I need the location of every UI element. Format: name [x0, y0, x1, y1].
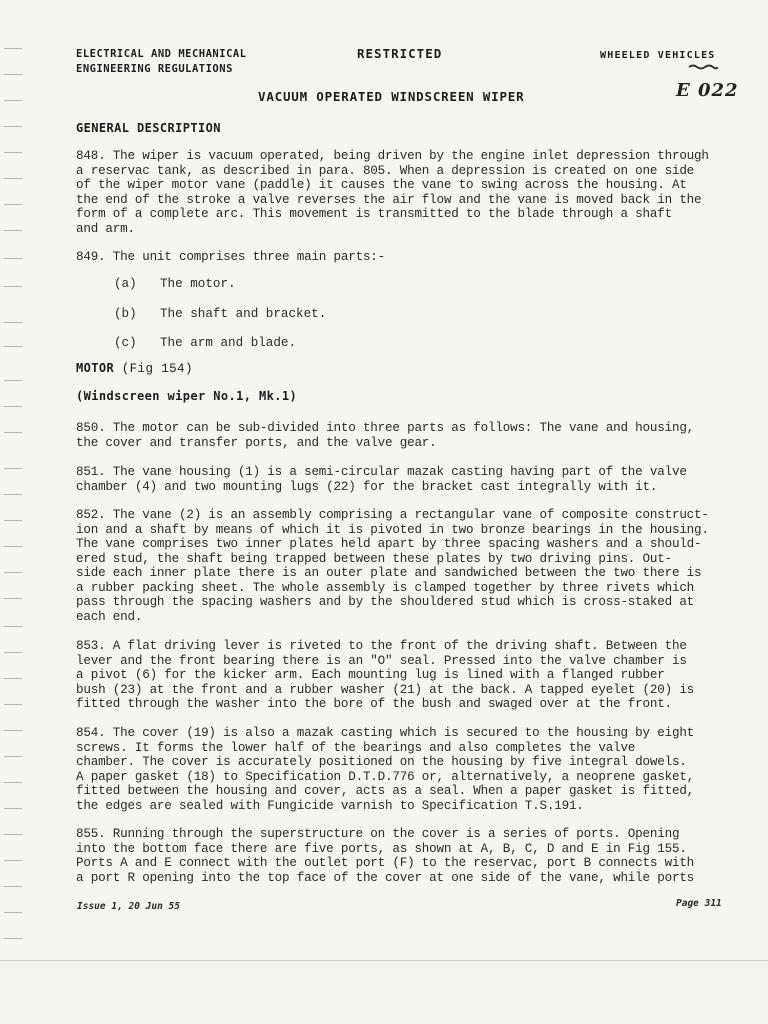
text-line: form of a complete arc. This movement is transmitted to the blade through a shaft — [76, 207, 672, 221]
paragraph-851 — [76, 465, 732, 494]
list-label: (a) — [114, 277, 137, 291]
paragraph-853 — [76, 639, 732, 712]
margin-mark — [4, 468, 22, 469]
text-line: ion and a shaft by means of which it is pivoted in two bronze bearings in the housing. — [76, 522, 709, 537]
text-line: of the wiper motor vane (paddle) it causes the vane to swing across the housing. At — [76, 178, 687, 192]
text-line: the cover and transfer ports, and the valve gear. — [76, 435, 437, 450]
margin-mark — [4, 808, 22, 809]
margin-mark — [4, 598, 22, 599]
text-line: side each inner plate there is an outer plate and sandwiched between the two there is — [76, 566, 702, 580]
issue-date: Issue 1, 20 Jun 55 — [77, 901, 180, 912]
margin-mark — [4, 380, 22, 381]
text-line: into the bottom face there are five ports, as shown at A, B, C, D and E in Fig 155. — [76, 841, 687, 856]
motor-figure-ref: (Fig 154) — [121, 362, 193, 376]
margin-mark — [4, 572, 22, 573]
text-line: 851. The vane housing (1) is a semi-circular mazak casting having part of the valve — [76, 465, 687, 479]
category-label: WHEELED VEHICLES — [600, 50, 716, 61]
margin-mark — [4, 782, 22, 783]
margin-mark — [4, 678, 22, 679]
paragraph-850 — [76, 421, 732, 450]
text-line: 849. The unit comprises three main parts:- — [76, 250, 386, 264]
margin-mark — [4, 912, 22, 913]
text-line: the end of the stroke a valve reverses the air flow and the vane is moved back in the — [76, 192, 702, 207]
margin-mark — [4, 938, 22, 939]
strikethrough-scribble — [688, 64, 718, 70]
margin-mark — [4, 494, 22, 495]
paragraph-855 — [76, 827, 732, 885]
margin-mark — [4, 204, 22, 205]
text-line: the edges are sealed with Fungicide varnish to Specification T.S.191. — [76, 798, 584, 813]
text-line: a rubber packing sheet. The whole assembly is clamped together by three rivets which — [76, 580, 695, 595]
margin-mark — [4, 258, 22, 259]
text-line: 852. The vane (2) is an assembly comprising a rectangular vane of composite construct- — [76, 508, 709, 522]
text-line: and arm. — [76, 221, 135, 236]
margin-mark — [4, 152, 22, 153]
margin-mark — [4, 834, 22, 835]
text-line: lever and the front bearing there is an "O" seal. Pressed into the valve chamber is — [76, 653, 687, 668]
paragraph-848 — [76, 149, 732, 236]
text-line: 853. A flat driving lever is riveted to the front of the driving shaft. Between the — [76, 639, 687, 653]
page-number: Page 311 — [676, 898, 722, 909]
margin-mark — [4, 100, 22, 101]
wiper-model-heading: (Windscreen wiper No.1, Mk.1) — [76, 389, 298, 403]
text-line: screws. It forms the lower half of the bearings and also completes the valve — [76, 740, 636, 755]
department-line-1: ELECTRICAL AND MECHANICAL — [76, 48, 247, 60]
margin-mark — [4, 520, 22, 521]
paragraph-854 — [76, 726, 732, 813]
text-line: bush (23) at the front and a rubber washer (21) at the back. A tapped eyelet (20) is — [76, 682, 695, 697]
text-line: 855. Running through the superstructure on the cover is a series of ports. Opening — [76, 827, 680, 841]
text-line: The vane comprises two inner plates held apart by three spacing washers and a should- — [76, 537, 702, 551]
margin-mark — [4, 432, 22, 433]
margin-mark — [4, 322, 22, 323]
paragraph-849 — [76, 250, 732, 265]
list-text: The shaft and bracket. — [160, 307, 327, 321]
margin-mark — [4, 74, 22, 75]
text-line: Ports A and E connect with the outlet port (F) to the reservac, port B connects with — [76, 856, 695, 870]
department-line-2: ENGINEERING REGULATIONS — [76, 63, 233, 75]
text-line: a pivot (6) for the kicker arm. Each mounting lug is lined with a flanged rubber — [76, 668, 665, 682]
list-label: (b) — [114, 307, 137, 321]
text-line: 848. The wiper is vacuum operated, being driven by the engine inlet depression through — [76, 149, 709, 163]
margin-mark — [4, 886, 22, 887]
text-line: A paper gasket (18) to Specification D.T.D.776 or, alternatively, a neoprene gasket, — [76, 769, 695, 784]
list-label: (c) — [114, 336, 137, 350]
margin-mark — [4, 286, 22, 287]
text-line: 850. The motor can be sub-divided into three parts as follows: The vane and housing, — [76, 421, 695, 435]
margin-mark — [4, 178, 22, 179]
motor-heading-label: MOTOR — [76, 361, 115, 375]
margin-mark — [4, 546, 22, 547]
classification-label: RESTRICTED — [357, 46, 443, 61]
margin-mark — [4, 626, 22, 627]
list-text: The arm and blade. — [160, 336, 297, 350]
margin-mark — [4, 860, 22, 861]
department-header — [76, 47, 247, 77]
list-item-shaft — [114, 307, 326, 321]
margin-mark — [4, 48, 22, 49]
text-line: chamber. The cover is accurately positioned on the housing by five integral dowels. — [76, 755, 687, 769]
document-title: VACUUM OPERATED WINDSCREEN WIPER — [258, 89, 525, 104]
text-line: a reservac tank, as described in para. 805. When a depression is created on one side — [76, 163, 695, 178]
margin-mark — [4, 126, 22, 127]
list-item-motor — [114, 277, 236, 291]
handwritten-reference: E 022 — [676, 80, 739, 101]
paragraph-852 — [76, 508, 732, 624]
text-line: 854. The cover (19) is also a mazak casting which is secured to the housing by eight — [76, 726, 695, 740]
section-heading-motor — [76, 361, 193, 376]
text-line: fitted through the washer into the bore of the bush and swaged over at the front. — [76, 697, 672, 711]
list-item-arm — [114, 336, 296, 350]
text-line: pass through the spacing washers and by the shouldered stud which is cross-staked at — [76, 595, 695, 609]
margin-mark — [4, 756, 22, 757]
text-line: fitted between the housing and cover, acts as a seal. When a paper gasket is fitted, — [76, 784, 695, 798]
margin-mark — [4, 230, 22, 231]
background-area — [0, 961, 768, 1024]
text-line: chamber (4) and two mounting lugs (22) for the bracket cast integrally with it. — [76, 479, 658, 494]
text-line: a port R opening into the top face of the cover at one side of the vane, while ports — [76, 870, 695, 885]
text-line: ered stud, the shaft being trapped between these plates by two driving pins. Out- — [76, 551, 672, 566]
margin-mark — [4, 730, 22, 731]
list-text: The motor. — [160, 277, 236, 291]
margin-mark — [4, 346, 22, 347]
text-line: each end. — [76, 609, 143, 624]
section-heading-general: GENERAL DESCRIPTION — [76, 121, 221, 135]
margin-mark — [4, 652, 22, 653]
margin-mark — [4, 704, 22, 705]
margin-mark — [4, 406, 22, 407]
